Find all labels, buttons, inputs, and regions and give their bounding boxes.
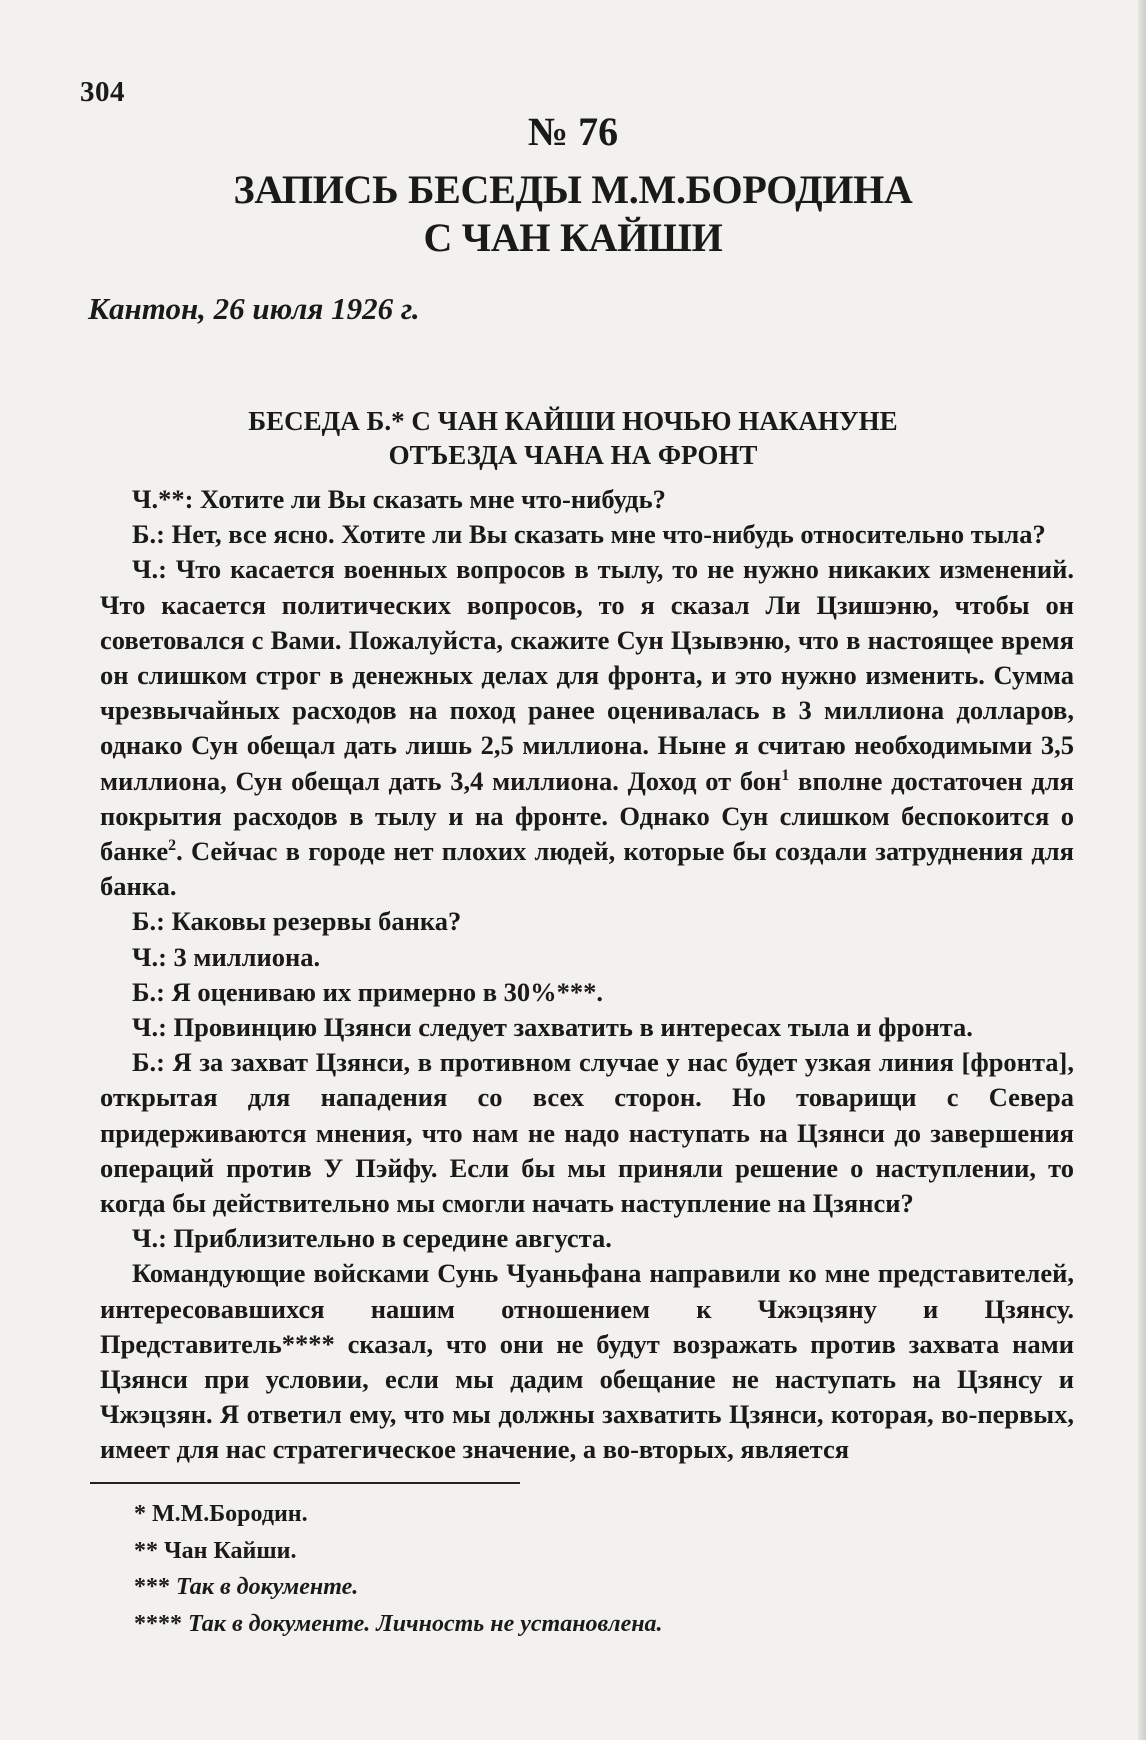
- paragraph: Б.: Нет, все ясно. Хотите ли Вы сказать мне что-нибудь относительно тыла?: [132, 519, 1046, 550]
- footnote-text: М.М.Бородин.: [152, 1501, 308, 1527]
- footnote-mark: **: [134, 1537, 158, 1564]
- body-text: [100, 482, 1074, 1468]
- paragraph: Ч.: 3 миллиона.: [132, 941, 321, 972]
- footnote-2: [134, 1533, 663, 1570]
- conversation-subtitle: [0, 404, 1146, 472]
- page-number: 304: [80, 76, 125, 108]
- footnote-text: Так в документе.: [176, 1574, 359, 1600]
- footnote-4: [134, 1606, 663, 1643]
- footnote-mark: ***: [134, 1574, 170, 1600]
- footnotes: [134, 1496, 663, 1642]
- footnote-ref-2: 2: [168, 837, 177, 855]
- place-date: Кантон, 26 июля 1926 г.: [88, 291, 420, 326]
- footnote-divider: [90, 1482, 520, 1484]
- paragraph: [100, 552, 1074, 904]
- paragraph: Б.: Я за захват Цзянси, в противном случае у нас будет узкая линия [фронта], открытая для нападения со всех сторон. Но товарищи с Севера придерживаются мнения, что нам не надо наступать на Цзянси до завершения операций против У Пэйфу. Если бы мы приняли решение о наступлении, то когда бы действительно мы смогли начать наступление на Цзянси?: [100, 1047, 1074, 1219]
- footnote-text: Чан Кайши.: [164, 1537, 297, 1564]
- paragraph: Командующие войсками Сунь Чуаньфана направили ко мне представителей, интересовавшихся нашим отношением к Чжэцзяну и Цзянсу. Представитель**** сказал, что они не будут возражать против захвата нами Цзянси при условии, если мы дадим обещание не наступать на Цзянсу и Чжэцзян. Я ответил ему, что мы должны захватить Цзянси, которая, во-первых, имеет для нас стратегическое значение, а во-вторых, является: [100, 1258, 1074, 1465]
- footnote-ref-1: 1: [781, 766, 790, 784]
- paragraph: Ч.**: Хотите ли Вы сказать мне что-нибудь?: [132, 484, 666, 514]
- footnote-mark: ****: [134, 1610, 182, 1637]
- paragraph: Б.: Каковы резервы банка?: [132, 906, 462, 937]
- document-number: № 76: [527, 109, 619, 154]
- title-line-1: ЗАПИСЬ БЕСЕДЫ М.М.БОРОДИНА: [233, 167, 913, 212]
- footnote-text: Так в документе. Личность не установлена.: [188, 1610, 663, 1637]
- footnote-3: [134, 1569, 663, 1606]
- paragraph: Ч.: Провинцию Цзянси следует захватить в интересах тыла и фронта.: [132, 1012, 973, 1043]
- paragraph-segment: вполне достаточен для покрытия расходов в тылу и на фронте. Однако Сун слишком беспокоится о банке: [100, 765, 1074, 867]
- subtitle-line-1: БЕСЕДА Б.* С ЧАН КАЙШИ НОЧЬЮ НАКАНУНЕ: [248, 406, 898, 436]
- footnote-mark: *: [134, 1501, 146, 1527]
- document-title: [0, 166, 1146, 262]
- paragraph: Ч.: Приблизительно в середине августа.: [132, 1223, 612, 1254]
- paragraph-segment: . Сейчас в городе нет плохих людей, которые бы создали затруднения для банка.: [100, 836, 1074, 902]
- paragraph: Б.: Я оцениваю их примерно в 30%***.: [132, 976, 604, 1007]
- paragraph-segment: Ч.: Что касается военных вопросов в тылу, то не нужно никаких изменений. Что касается политических вопросов, то я сказал Ли Цзишэню, чтобы он советовался с Вами. Пожалуйста, скажите Сун Цзывэню, что в настоящее время он слишком строг в денежных делах для фронта, и это нужно изменить. Сумма чрезвычайных расходов на поход ранее оценивалась в 3 миллиона долларов, однако Сун обещал дать лишь 2,5 миллиона. Ныне я считаю необходимыми 3,5 миллиона, Сун обещал дать 3,4 миллиона. Доход от бон: [100, 554, 1074, 796]
- title-line-2: С ЧАН КАЙШИ: [423, 215, 723, 260]
- footnote-1: [134, 1496, 663, 1533]
- subtitle-line-2: ОТЪЕЗДА ЧАНА НА ФРОНТ: [388, 440, 758, 470]
